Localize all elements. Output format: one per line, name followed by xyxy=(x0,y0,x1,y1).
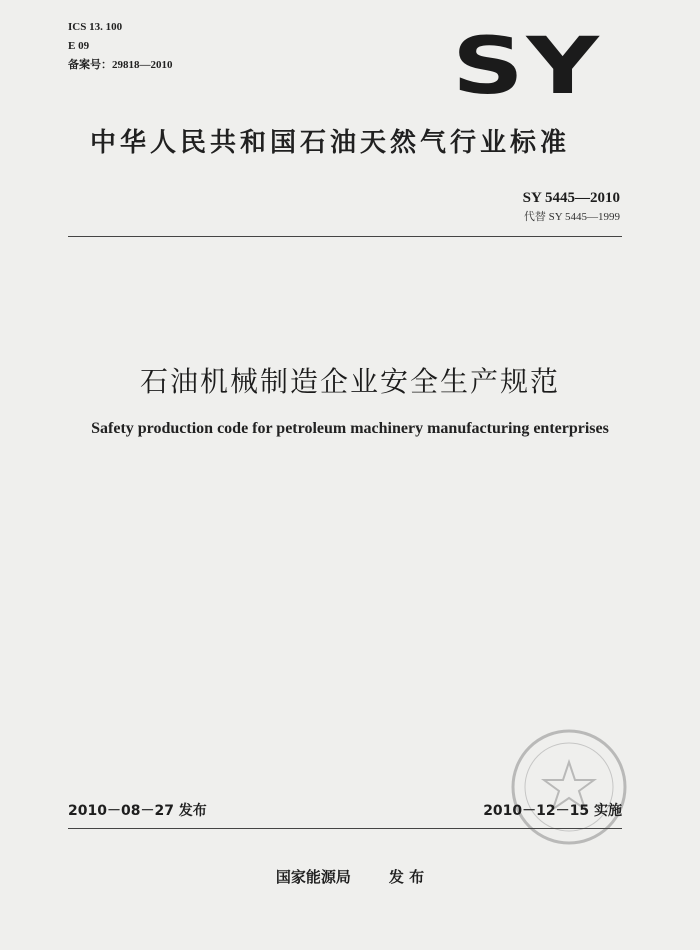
organization-title: 中华人民共和国石油天然气行业标准 xyxy=(90,128,571,158)
top-divider xyxy=(68,236,622,237)
publisher-line xyxy=(0,866,700,887)
title-english: Safety production code for petroleum machinery manufacturing enterprises xyxy=(91,420,609,437)
issue-date: 2010－08－27 发布 xyxy=(68,803,207,819)
publish-action: 发 布 xyxy=(388,868,425,886)
publisher-name: 国家能源局 xyxy=(275,868,351,886)
filing-number: 备案号：29818—2010 xyxy=(68,59,173,71)
sy-logo: SY xyxy=(452,22,602,112)
replaces-standard: 代替 SY 5445—1999 xyxy=(523,211,620,223)
implementation-date: 2010－12－15 实施 xyxy=(483,803,622,819)
standard-number-block xyxy=(523,188,620,226)
title-chinese: 石油机械制造企业安全生产规范 xyxy=(139,365,560,398)
bottom-divider xyxy=(68,828,622,829)
classification-code: E 09 xyxy=(68,40,90,52)
ics-code: ICS 13. 100 xyxy=(68,21,123,33)
standard-code: SY 5445—2010 xyxy=(522,190,620,206)
document-meta xyxy=(68,18,173,75)
